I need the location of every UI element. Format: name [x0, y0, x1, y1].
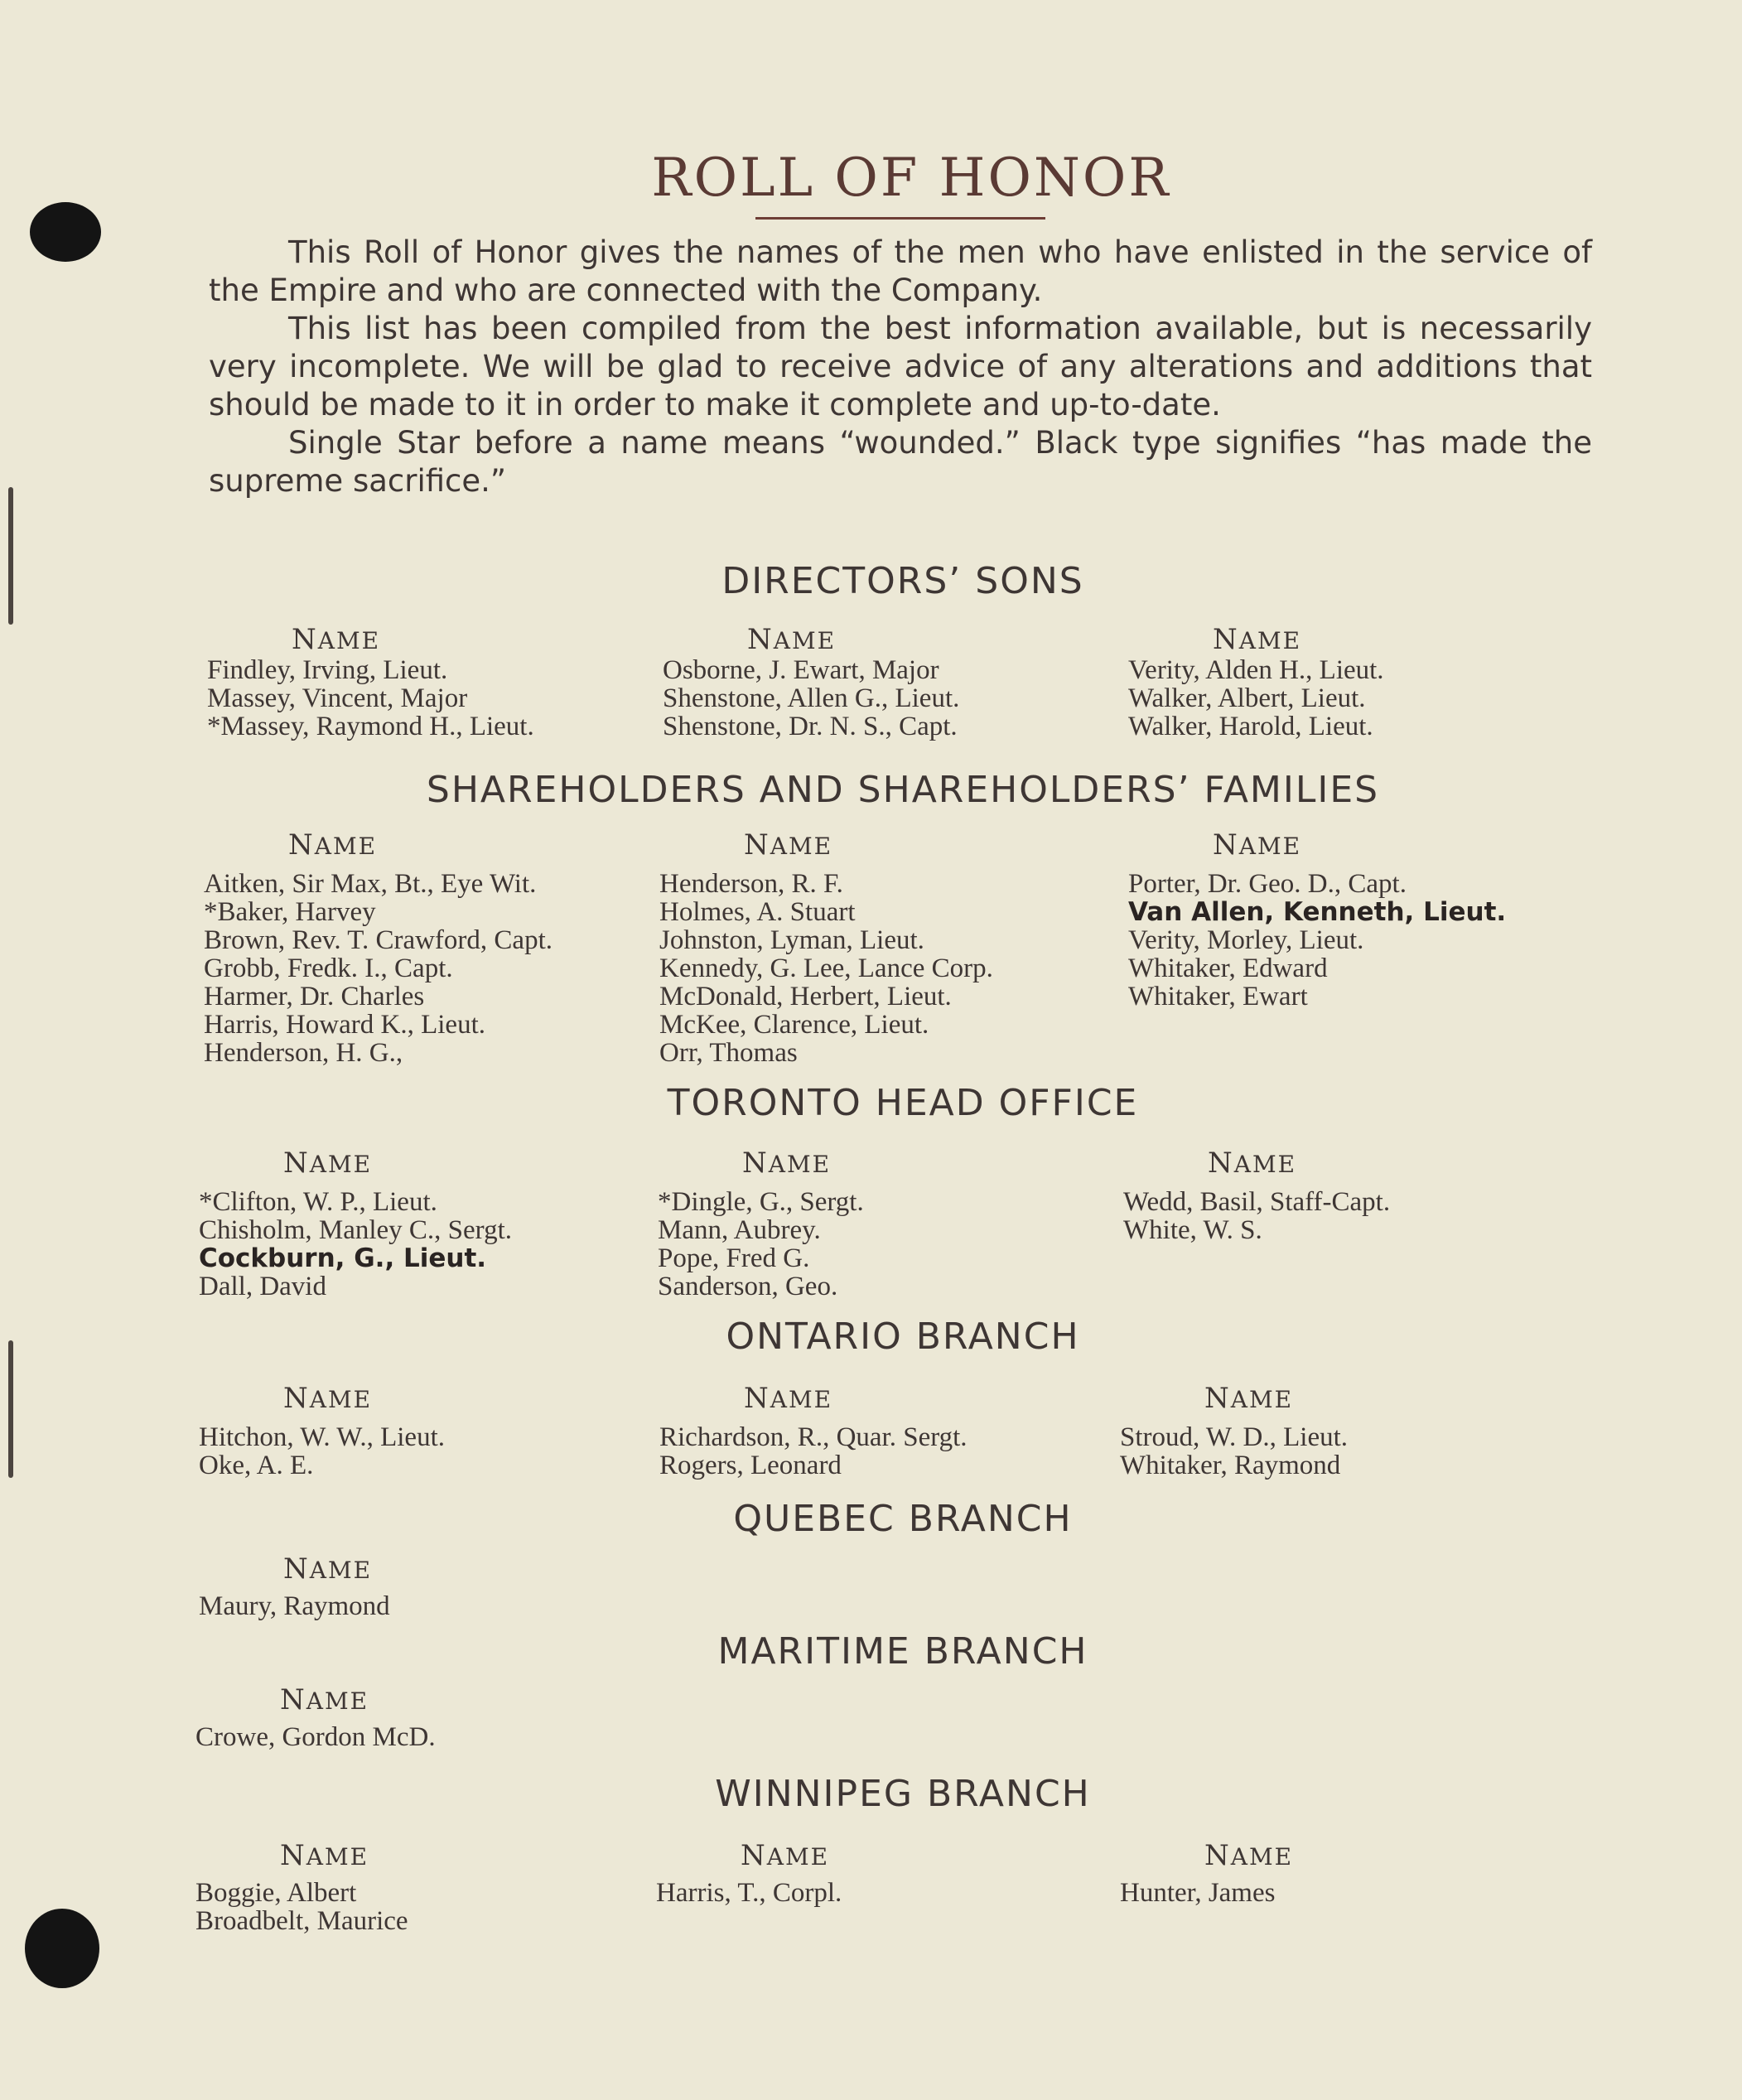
column-header	[1213, 828, 1301, 862]
roll-entry: Brown, Rev. T. Crawford, Capt.	[204, 925, 553, 955]
name-list	[199, 1423, 445, 1480]
column-header	[747, 623, 836, 656]
column-header-initial: N	[280, 1839, 306, 1872]
column-header	[1204, 1839, 1293, 1872]
roll-entry: Crowe, Gordon McD.	[195, 1722, 436, 1752]
column-header-rest: AME	[317, 627, 381, 654]
column-header	[283, 1552, 372, 1586]
punch-hole-bottom	[25, 1909, 99, 1988]
column-header	[280, 1683, 369, 1716]
section-title: QUEBEC BRANCH	[733, 1498, 1073, 1540]
roll-entry: Hitchon, W. W., Lieut.	[199, 1422, 445, 1452]
column-header	[1208, 1147, 1296, 1180]
column-header-rest: AME	[306, 1687, 369, 1715]
name-list	[199, 1592, 390, 1620]
roll-entry: Harris, T., Corpl.	[656, 1878, 842, 1908]
roll-entry: Sanderson, Geo.	[658, 1272, 838, 1301]
column-header-rest: AME	[1238, 833, 1302, 860]
name-list	[195, 1879, 408, 1935]
column-header-rest: AME	[770, 833, 833, 860]
roll-entry: Boggie, Albert	[195, 1878, 357, 1908]
column-header-rest: AME	[768, 1151, 832, 1178]
roll-entry: Harris, Howard K., Lieut.	[204, 1010, 485, 1040]
column-header-rest: AME	[1230, 1386, 1294, 1413]
column-header-rest: AME	[766, 1843, 830, 1871]
column-header	[283, 1147, 372, 1180]
roll-entry: Hunter, James	[1120, 1878, 1276, 1908]
roll-entry: Kennedy, G. Lee, Lance Corp.	[659, 953, 993, 983]
column-header-initial: N	[1213, 623, 1239, 656]
column-header-rest: AME	[1230, 1843, 1294, 1871]
roll-entry: Mann, Aubrey.	[658, 1215, 821, 1245]
roll-entry: Whitaker, Raymond	[1120, 1451, 1341, 1480]
roll-entry: *Baker, Harvey	[204, 897, 376, 927]
column-header	[283, 1382, 372, 1415]
name-list	[199, 1188, 512, 1301]
name-list	[207, 656, 534, 741]
intro-paragraph: This list has been compiled from the best information available, but is necessarily very incomplete. We will be glad to receive advice of any alterations and additions that should be made to it in order to make it complete and up-to-date.	[209, 311, 1592, 422]
roll-entry: Rogers, Leonard	[659, 1451, 842, 1480]
column-header-rest: AME	[309, 1386, 373, 1413]
intro-text	[209, 234, 1592, 500]
column-header-initial: N	[1204, 1839, 1231, 1872]
name-list	[1128, 656, 1384, 741]
intro-paragraph: Single Star before a name means “wounded.” Black type signifies “has made the supreme sacrifice.”	[209, 425, 1592, 499]
column-header-rest: AME	[773, 627, 837, 654]
column-header-initial: N	[283, 1382, 310, 1415]
column-header	[744, 828, 832, 862]
name-list	[659, 870, 993, 1067]
roll-entry: White, W. S.	[1123, 1215, 1262, 1245]
column-header-initial: N	[283, 1147, 310, 1180]
column-header-initial: N	[741, 1839, 767, 1872]
roll-entry: Shenstone, Dr. N. S., Capt.	[663, 712, 958, 741]
intro-paragraph: This Roll of Honor gives the names of the men who have enlisted in the service of the Empire and who are connected with the Company.	[209, 234, 1592, 308]
binding-mark-lower	[8, 1340, 13, 1478]
column-header-initial: N	[1208, 1147, 1234, 1180]
column-header-rest: AME	[309, 1557, 373, 1584]
roll-entry: Walker, Harold, Lieut.	[1128, 712, 1373, 741]
roll-entry: Dall, David	[199, 1272, 326, 1301]
roll-entry: *Clifton, W. P., Lieut.	[199, 1187, 437, 1217]
name-list	[1128, 870, 1506, 1011]
roll-entry: McDonald, Herbert, Lieut.	[659, 982, 952, 1011]
roll-entry: Orr, Thomas	[659, 1038, 798, 1068]
roll-entry: Findley, Irving, Lieut.	[207, 655, 448, 685]
roll-entry: Henderson, R. F.	[659, 869, 843, 899]
roll-entry: Maury, Raymond	[199, 1591, 390, 1621]
roll-entry: Oke, A. E.	[199, 1451, 314, 1480]
column-header-initial: N	[1213, 828, 1239, 862]
column-header-initial: N	[744, 828, 770, 862]
column-header	[1213, 623, 1301, 656]
section-title: DIRECTORS’ SONS	[721, 560, 1084, 602]
section-title: MARITIME BRANCH	[717, 1630, 1088, 1673]
roll-entry: Osborne, J. Ewart, Major	[663, 655, 939, 685]
roll-entry: Grobb, Fredk. I., Capt.	[204, 953, 453, 983]
roll-entry: Harmer, Dr. Charles	[204, 982, 425, 1011]
column-header-rest: AME	[306, 1843, 369, 1871]
column-header-initial: N	[742, 1147, 769, 1180]
roll-entry: Cockburn, G., Lieut.	[199, 1243, 487, 1273]
roll-entry: Chisholm, Manley C., Sergt.	[199, 1215, 512, 1245]
column-header	[742, 1147, 831, 1180]
roll-entry: Henderson, H. G.,	[204, 1038, 403, 1068]
roll-entry: Johnston, Lyman, Lieut.	[659, 925, 924, 955]
name-list	[656, 1879, 842, 1907]
column-header-initial: N	[292, 623, 318, 656]
roll-entry: Holmes, A. Stuart	[659, 897, 856, 927]
column-header-rest: AME	[770, 1386, 833, 1413]
name-list	[658, 1188, 864, 1301]
section-title: TORONTO HEAD OFFICE	[667, 1082, 1139, 1124]
column-header-initial: N	[283, 1552, 310, 1586]
column-header-initial: N	[1204, 1382, 1231, 1415]
column-header	[280, 1839, 369, 1872]
roll-entry: Verity, Morley, Lieut.	[1128, 925, 1364, 955]
roll-entry: *Dingle, G., Sergt.	[658, 1187, 864, 1217]
roll-entry: Broadbelt, Maurice	[195, 1906, 408, 1936]
name-list	[204, 870, 553, 1067]
section-title: SHAREHOLDERS AND SHAREHOLDERS’ FAMILIES	[426, 769, 1380, 811]
page-title: ROLL OF HONOR	[651, 147, 1171, 209]
title-underline	[755, 217, 1045, 220]
binding-mark-upper	[8, 487, 13, 625]
name-list	[1123, 1188, 1390, 1244]
roll-entry: Richardson, R., Quar. Sergt.	[659, 1422, 968, 1452]
roll-entry: Pope, Fred G.	[658, 1243, 810, 1273]
column-header-initial: N	[744, 1382, 770, 1415]
column-header-rest: AME	[1233, 1151, 1297, 1178]
roll-entry: Verity, Alden H., Lieut.	[1128, 655, 1384, 685]
section-title: WINNIPEG BRANCH	[715, 1773, 1091, 1815]
name-list	[195, 1723, 436, 1751]
punch-hole-top	[30, 202, 101, 262]
roll-entry: Porter, Dr. Geo. D., Capt.	[1128, 869, 1407, 899]
roll-entry: Whitaker, Edward	[1128, 953, 1328, 983]
column-header-initial: N	[747, 623, 774, 656]
column-header	[744, 1382, 832, 1415]
name-list	[663, 656, 959, 741]
section-title: ONTARIO BRANCH	[726, 1316, 1080, 1358]
column-header-rest: AME	[309, 1151, 373, 1178]
column-header	[292, 623, 380, 656]
column-header-rest: AME	[1238, 627, 1302, 654]
roll-entry: Stroud, W. D., Lieut.	[1120, 1422, 1349, 1452]
roll-entry: Shenstone, Allen G., Lieut.	[663, 683, 960, 713]
column-header	[741, 1839, 829, 1872]
roll-entry: McKee, Clarence, Lieut.	[659, 1010, 929, 1040]
name-list	[1120, 1879, 1275, 1907]
column-header	[1204, 1382, 1293, 1415]
roll-entry: Aitken, Sir Max, Bt., Eye Wit.	[204, 869, 537, 899]
column-header-initial: N	[288, 828, 315, 862]
column-header-initial: N	[280, 1683, 306, 1716]
column-header-rest: AME	[314, 833, 378, 860]
roll-entry: Whitaker, Ewart	[1128, 982, 1308, 1011]
name-list	[659, 1423, 968, 1480]
roll-entry: Massey, Vincent, Major	[207, 683, 468, 713]
roll-entry: Van Allen, Kenneth, Lieut.	[1128, 897, 1507, 927]
roll-entry: Wedd, Basil, Staff-Capt.	[1123, 1187, 1391, 1217]
roll-entry: Walker, Albert, Lieut.	[1128, 683, 1366, 713]
name-list	[1120, 1423, 1348, 1480]
column-header	[288, 828, 377, 862]
roll-entry: *Massey, Raymond H., Lieut.	[207, 712, 534, 741]
